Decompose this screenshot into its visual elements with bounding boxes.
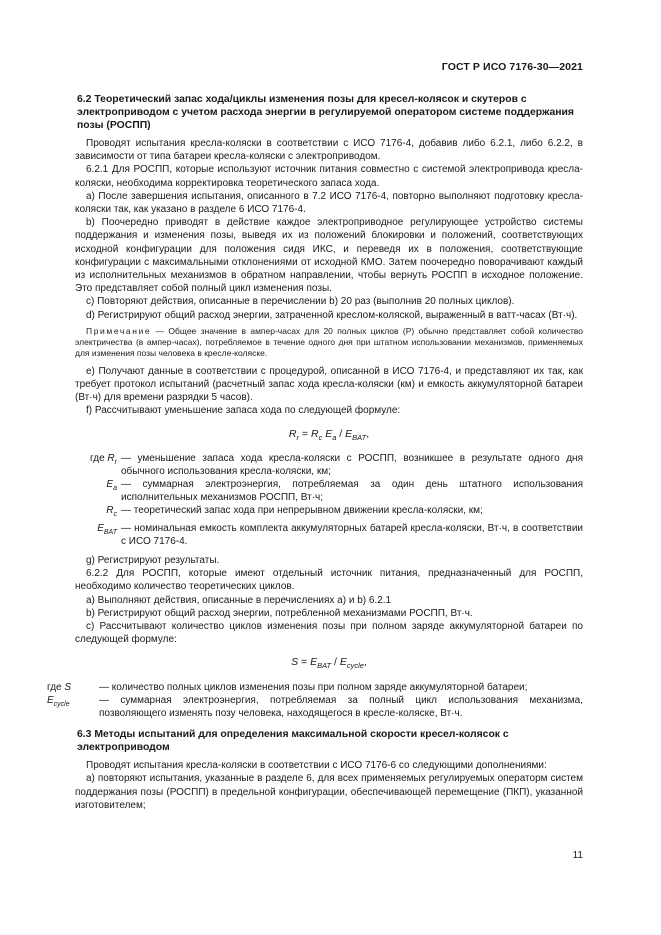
list-item-b: b) Поочередно приводят в действие каждое электроприводное регулирующее устройство системы поддержания и изменения позы, выведя их из положений блокировки и положений, соответствующих исходной конфигурации для положения сидя ИКС, и переведя их в положения, соответствующие конфигурации с максимальными отклонениями от исходной КМО. Затем поочередно поворачивают каждый из исполнительных механизмов в обратном направлении, чтобы вернуть РОСПП в исходное положение. Это представляет собой полный цикл изменения позы. [75,217,583,295]
standard-header: ГОСТ Р ИСО 7176-30—2021 [441,61,583,73]
legend-row: где S — количество полных циклов изменения позы при полном заряде аккумуляторной батареи; [47,681,528,693]
section-6-2-heading: 6.2 Теоретический запас хода/циклы изменения позы для кресел-колясок и скутеров с электроприводом с учетом расхода энергии в регулируемой оператором системе поддержания позы (РОСПП) [77,94,574,131]
paragraph-6-2-2: 6.2.2 Для РОСПП, которые имеют отдельный источник питания, предназначенный для РОСПП, необходимо количество теоретических циклов. [75,568,583,593]
legend-row: $E_{cycle}$ — суммарная электроэнергия, потребляемая за полный цикл использования механизма, позволяющего изменять позу человека, находящегося в кресле-коляске, Вт·ч. [47,694,583,719]
page-content [47,93,583,812]
paragraph: Проводят испытания кресла-коляски в соответствии с ИСО 7176-4, добавив либо 6.2.1, либо 6.2.2, в зависимости от типа батареи кресла-коляски с электроприводом. [75,138,583,163]
note-text: — Общее значение в ампер-часах для 20 полных циклов (P) обычно представляет собой количество электричества (в ампер-часах), потребляемое в течение одного дня при штатном использовании механизмов, применяемых для изменения позы человека в кресле-коляске. [75,325,583,359]
list-item-f: f) Рассчитывают уменьшение запаса хода по следующей формуле: [86,405,401,417]
legend-row: $R_c$ — теоретический запас хода при непрерывном движении кресла-коляски, км; [106,505,483,519]
list-item-g: g) Регистрируют результаты. [86,555,220,567]
note [75,326,583,360]
list-item-c: c) Рассчитывают количество циклов изменения позы при полном заряде аккумуляторной батареи по следующей формуле: [75,621,583,646]
list-item-e: e) Получают данные в соответствии с процедурой, описанной в ИСО 7176-4, и представляют их так, как требует протокол испытаний (расчетный запас хода кресла-коляски (км) и емкость аккумуляторной батареи (Вт·ч) для времени разрядки 5 часов). [75,365,583,404]
list-item-a: а) Выполняют действия, описанные в перечислениях а) и b) 6.2.1 [86,594,392,606]
list-item-b: b) Регистрируют общий расход энергии, потребленной механизмами РОСПП, Вт·ч. [86,607,473,619]
note-label: Примечание [86,325,152,336]
list-item-a: а) После завершения испытания, описанного в 7.2 ИСО 7176-4, повторно выполняют подготовку кресла-коляски так, как указано в разделе 6 ИСО 7176-4. [75,190,583,216]
formula-legend [47,681,583,721]
section-6-3-heading: 6.3 Методы испытаний для определения максимальной скорости кресел-колясок с электроприводом [77,729,509,754]
formula-cycles: $S = E_{BAT} / E_{cycle}$, [291,656,367,671]
page-number: 11 [572,850,583,861]
list-item-c: c) Повторяют действия, описанные в перечислении b) 20 раз (выполнив 20 полных циклов). [86,296,515,308]
paragraph: Проводят испытания кресла-коляски в соответствии с ИСО 7176-6 со следующими дополнениями: [86,760,547,772]
formula-range-reduction: $R_r = R_c$ $E_a / E_{BAT}$, [288,427,370,442]
formula-legend [47,452,583,548]
paragraph-6-2-1: 6.2.1 Для РОСПП, которые используют источник питания совместно с системой электропривода кресла-коляски, необходима корректировка теоретического запаса хода. [75,164,583,189]
legend-row: $E_{BAT}$ — номинальная емкость комплекта аккумуляторных батарей кресла-коляски, Вт·ч, в соответствии с ИСО 7176-4. [97,522,583,547]
list-item-d: d) Регистрируют общий расход энергии, затраченной креслом-коляской, выраженный в ватт-часах (Вт·ч). [86,309,578,321]
legend-row: где $R_r$ — уменьшение запаса хода кресла-коляски с РОСПП, возникшее в результате одного дня обычного использования кресла-коляски, км; [90,452,583,477]
list-item-a: а) повторяют испытания, указанные в разделе 6, для всех применяемых регулируемых операторм систем поддержания позы (РОСПП) в предельной конфигурации, обеспечивающей перемещение (ПКП), указанной изготовителем; [75,773,583,811]
legend-row: $E_a$ — суммарная электроэнергия, потребляемая за один день штатного использования исполнительных механизмов РОСПП, Вт·ч; [106,479,583,504]
